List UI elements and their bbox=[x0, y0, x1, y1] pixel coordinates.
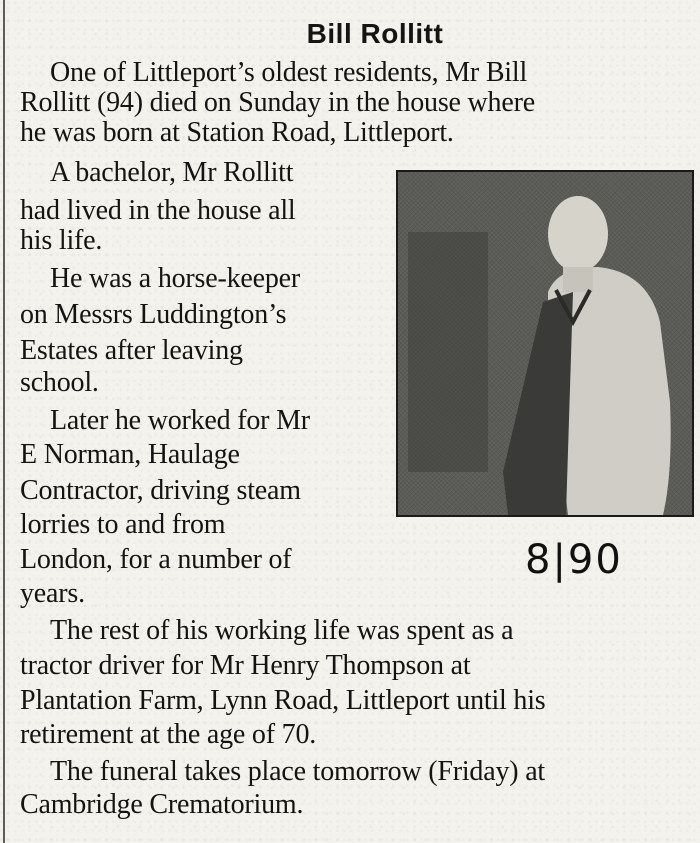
article-line: on Messrs Luddington’s bbox=[20, 299, 287, 330]
article-line: Estates after leaving bbox=[20, 335, 243, 366]
article-line: Rollitt (94) died on Sunday in the house where bbox=[20, 87, 535, 118]
article-line: London, for a number of bbox=[20, 544, 292, 575]
article-headline: Bill Rollitt bbox=[306, 18, 444, 49]
article-line: Cambridge Crematorium. bbox=[20, 789, 304, 820]
article-line: retirement at the age of 70. bbox=[20, 719, 317, 750]
article-line: Contractor, driving steam bbox=[20, 475, 301, 506]
article-line: years. bbox=[20, 578, 85, 609]
article-line: Plantation Farm, Lynn Road, Littleport until his bbox=[20, 685, 546, 716]
portrait-figure bbox=[398, 172, 692, 515]
article-line: The funeral takes place tomorrow (Friday) at bbox=[50, 756, 545, 787]
article-line: The rest of his working life was spent as a bbox=[50, 615, 514, 646]
column-rule bbox=[3, 0, 5, 843]
article-line: he was born at Station Road, Littleport. bbox=[20, 117, 454, 148]
article-line: tractor driver for Mr Henry Thompson at bbox=[20, 650, 471, 681]
article-line: A bachelor, Mr Rollitt bbox=[50, 157, 294, 188]
handwritten-date-note: 8|90 bbox=[525, 537, 623, 583]
article-line: He was a horse-keeper bbox=[50, 263, 301, 294]
article-line: One of Littleport’s oldest residents, Mr Bill bbox=[50, 57, 528, 88]
article-line: his life. bbox=[20, 225, 103, 256]
article-line: Later he worked for Mr bbox=[50, 405, 310, 436]
article-line: school. bbox=[20, 367, 99, 398]
article-line: had lived in the house all bbox=[20, 195, 296, 226]
article-line: E Norman, Haulage bbox=[20, 439, 240, 470]
article-line: lorries to and from bbox=[20, 509, 226, 540]
portrait-photo bbox=[396, 170, 694, 517]
